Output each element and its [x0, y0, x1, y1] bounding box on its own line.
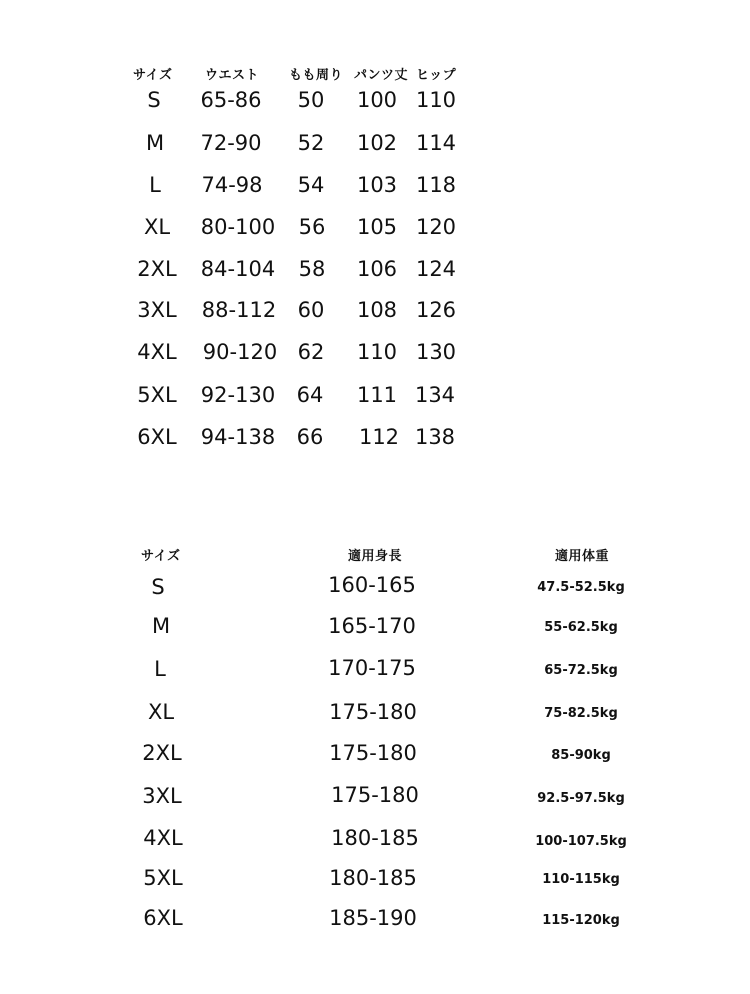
t2-row6-height: 175-180 [331, 783, 419, 807]
t1-row3-size: L [149, 173, 161, 197]
t1-row4-waist: 80-100 [200, 215, 276, 239]
t2-row2-height: 165-170 [328, 614, 416, 638]
t1-row2-waist: 72-90 [200, 131, 262, 155]
t1-row8-waist: 92-130 [200, 383, 276, 407]
t1-row6-length: 108 [356, 298, 398, 322]
t1-row1-thigh: 50 [297, 88, 325, 112]
t2-row8-weight: 110-115kg [542, 872, 620, 887]
t1-row3-length: 103 [356, 173, 398, 197]
t2-row9-weight: 115-120kg [542, 913, 620, 928]
t1-row7-waist: 90-120 [202, 340, 278, 364]
t1-row8-thigh: 64 [296, 383, 324, 407]
t1-row6-thigh: 60 [297, 298, 325, 322]
t2-row6-size: 3XL [142, 784, 182, 808]
t1-row2-hip: 114 [415, 131, 457, 155]
t2-row8-height: 180-185 [329, 866, 417, 890]
t2-row3-weight: 65-72.5kg [544, 663, 618, 678]
t1-row2-thigh: 52 [297, 131, 325, 155]
t2-row2-size: M [151, 614, 171, 638]
t2-row5-height: 175-180 [329, 741, 417, 765]
t1-row9-waist: 94-138 [200, 425, 276, 449]
t2-row2-weight: 55-62.5kg [544, 620, 618, 635]
t2-row1-size: S [151, 575, 165, 599]
t1-row1-size: S [147, 88, 161, 112]
header-thigh: もも周り [289, 68, 344, 83]
t1-row4-size: XL [143, 215, 171, 239]
t1-row5-size: 2XL [137, 257, 177, 281]
t2-row3-height: 170-175 [328, 656, 416, 680]
t2-row7-size: 4XL [143, 826, 183, 850]
t1-row6-hip: 126 [415, 298, 457, 322]
t1-row7-size: 4XL [137, 340, 177, 364]
t1-row9-hip: 138 [414, 425, 456, 449]
t1-row8-hip: 134 [414, 383, 456, 407]
header-hip: ヒップ [416, 68, 457, 83]
t1-row1-hip: 110 [415, 88, 457, 112]
header-length: パンツ丈 [354, 68, 409, 83]
t1-row5-length: 106 [356, 257, 398, 281]
t2-row1-height: 160-165 [328, 573, 416, 597]
t1-row3-hip: 118 [415, 173, 457, 197]
t2-row3-size: L [154, 657, 166, 681]
t1-row8-length: 111 [356, 383, 398, 407]
t1-row7-hip: 130 [415, 340, 457, 364]
t1-row6-size: 3XL [137, 298, 177, 322]
t2-row6-weight: 92.5-97.5kg [537, 791, 625, 806]
t1-row5-hip: 124 [415, 257, 457, 281]
header2-weight: 適用体重 [555, 549, 610, 564]
t1-row5-waist: 84-104 [200, 257, 276, 281]
t1-row9-length: 112 [358, 425, 400, 449]
t1-row4-thigh: 56 [298, 215, 326, 239]
t1-row8-size: 5XL [137, 383, 177, 407]
t1-row7-length: 110 [356, 340, 398, 364]
t1-row1-length: 100 [356, 88, 398, 112]
t2-row1-weight: 47.5-52.5kg [537, 580, 625, 595]
t2-row4-size: XL [147, 700, 175, 724]
t1-row9-size: 6XL [137, 425, 177, 449]
t1-row7-thigh: 62 [297, 340, 325, 364]
t2-row7-height: 180-185 [331, 826, 419, 850]
t2-row5-size: 2XL [142, 741, 182, 765]
t1-row4-hip: 120 [415, 215, 457, 239]
t2-row4-weight: 75-82.5kg [544, 706, 618, 721]
t1-row6-waist: 88-112 [201, 298, 277, 322]
t1-row4-length: 105 [356, 215, 398, 239]
t2-row7-weight: 100-107.5kg [535, 834, 627, 849]
header2-size: サイズ [141, 549, 181, 564]
t2-row9-height: 185-190 [329, 906, 417, 930]
t1-row1-waist: 65-86 [200, 88, 262, 112]
t1-row3-waist: 74-98 [201, 173, 263, 197]
header-waist: ウエスト [205, 68, 260, 83]
t1-row3-thigh: 54 [297, 173, 325, 197]
header-size: サイズ [133, 68, 173, 83]
t2-row9-size: 6XL [143, 906, 183, 930]
t2-row8-size: 5XL [143, 866, 183, 890]
t1-row9-thigh: 66 [296, 425, 324, 449]
t1-row2-length: 102 [356, 131, 398, 155]
t2-row4-height: 175-180 [329, 700, 417, 724]
header2-height: 適用身長 [348, 549, 403, 564]
t1-row2-size: M [145, 131, 165, 155]
t1-row5-thigh: 58 [298, 257, 326, 281]
t2-row5-weight: 85-90kg [551, 748, 611, 763]
